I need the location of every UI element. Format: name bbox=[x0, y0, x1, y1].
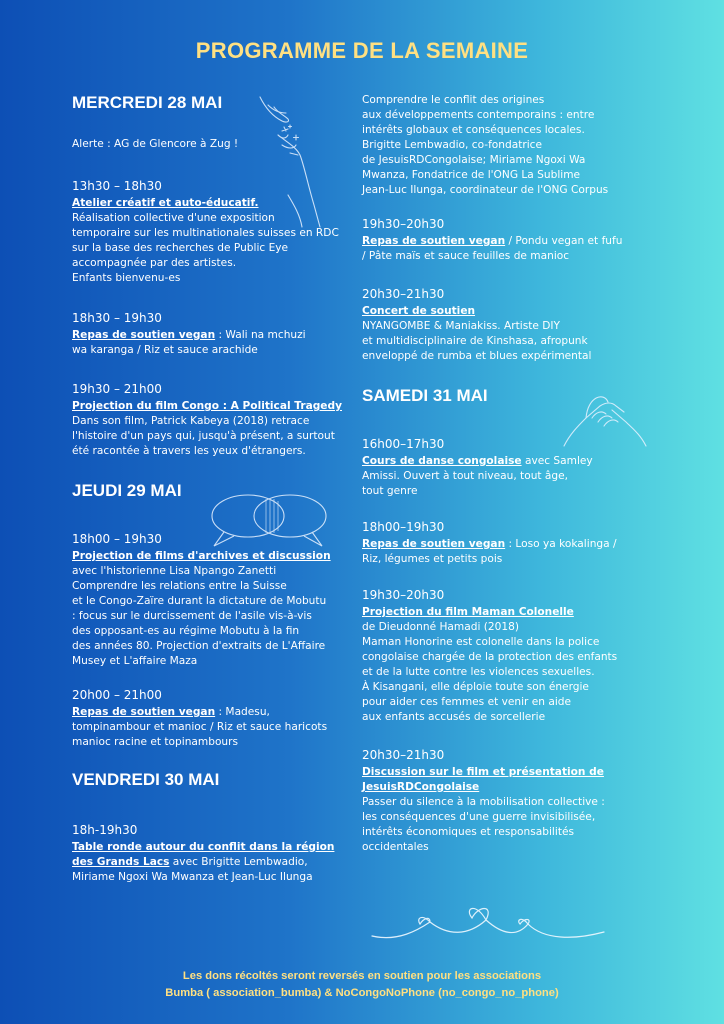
event-line: manioc racine et topinambours bbox=[72, 736, 239, 748]
event-line: et multidisciplinaire de Kinshasa, afropunk bbox=[362, 335, 588, 347]
event-line: les conséquences d'une guerre invisibilisée, bbox=[362, 811, 596, 823]
event-line: aux développements contemporains : entre bbox=[362, 109, 595, 121]
event-line: Dans son film, Patrick Kabeya (2018) retrace bbox=[72, 415, 310, 427]
event-line: Réalisation collective d'une exposition bbox=[72, 212, 275, 224]
event-line: / Pondu vegan et fufu bbox=[505, 235, 623, 247]
event-line: des opposant-es au régime Mobutu à la fin bbox=[72, 625, 300, 637]
event-time: 16h00–17h30 bbox=[362, 437, 445, 451]
event-title: des Grands Lacs bbox=[72, 856, 170, 868]
event-time: 18h00–19h30 bbox=[362, 520, 445, 534]
event-line: intérêts économiques et responsabilités bbox=[362, 826, 575, 838]
event-projection-congo bbox=[72, 381, 340, 459]
event-line: tout genre bbox=[362, 485, 418, 497]
event-line: Riz, légumes et petits pois bbox=[362, 553, 503, 565]
event-time: 20h30–21h30 bbox=[362, 748, 445, 762]
event-line: Comprendre le conflit des origines bbox=[362, 94, 545, 106]
event-line: été racontée à travers les yeux d'étrangers. bbox=[72, 445, 306, 457]
event-line: de Dieudonné Hamadi (2018) bbox=[362, 621, 519, 633]
event-maman-colonelle bbox=[362, 587, 624, 725]
event-line: : Wali na mchuzi bbox=[215, 329, 306, 341]
event-time: 19h30 – 21h00 bbox=[72, 382, 162, 396]
event-title: Repas de soutien vegan bbox=[362, 235, 506, 247]
event-time: 20h00 – 21h00 bbox=[72, 688, 162, 702]
event-line: accompagnée par des artistes. bbox=[72, 257, 237, 269]
event-line: sur la base des recherches de Public Eye bbox=[72, 242, 289, 254]
event-discussion bbox=[362, 747, 624, 855]
event-concert bbox=[362, 286, 624, 364]
event-archives bbox=[72, 531, 340, 669]
event-title: Atelier créatif et auto-éducatif. bbox=[72, 197, 259, 209]
event-title: Repas de soutien vegan bbox=[72, 706, 216, 718]
event-line: avec Brigitte Lembwadio, bbox=[169, 856, 308, 868]
event-repas-vendredi bbox=[362, 216, 624, 264]
event-line: Maman Honorine est colonelle dans la police bbox=[362, 636, 600, 648]
event-line: temporaire sur les multinationales suisses en RDC bbox=[72, 227, 339, 239]
event-line: avec l'historienne Lisa Npango Zanetti bbox=[72, 565, 277, 577]
table-ronde-continued bbox=[362, 93, 624, 198]
event-line: de JesuisRDCongolaise; Miriame Ngoxi Wa bbox=[362, 154, 586, 166]
event-line: aux enfants accusés de sorcellerie bbox=[362, 711, 546, 723]
event-line: : Loso ya kokalinga / bbox=[505, 538, 617, 550]
left-column bbox=[72, 93, 340, 885]
event-title: Repas de soutien vegan bbox=[72, 329, 216, 341]
event-line: congolaise chargée de la protection des enfants bbox=[362, 651, 618, 663]
event-time: 13h30 – 18h30 bbox=[72, 179, 162, 193]
event-line: occidentales bbox=[362, 841, 429, 853]
event-time: 19h30–20h30 bbox=[362, 217, 445, 231]
event-line: des années 80. Projection d'extraits de L'Affaire bbox=[72, 640, 326, 652]
event-title: Projection du film Maman Colonelle bbox=[362, 606, 574, 618]
event-line: Mwanza, Fondatrice de l'ONG La Sublime bbox=[362, 169, 581, 181]
page-title: PROGRAMME DE LA SEMAINE bbox=[195, 38, 529, 63]
event-line: l'histoire d'un pays qui, jusqu'à présent, a surtout bbox=[72, 430, 335, 442]
event-line: Comprendre les relations entre la Suisse bbox=[72, 580, 287, 592]
donations-footer bbox=[0, 968, 724, 1002]
event-line: : Madesu, bbox=[215, 706, 270, 718]
event-time: 20h30–21h30 bbox=[362, 287, 445, 301]
event-repas-mercredi bbox=[72, 310, 340, 358]
event-line: Enfants bienvenu-es bbox=[72, 272, 181, 284]
event-line: Passer du silence à la mobilisation collective : bbox=[362, 796, 605, 808]
event-line: enveloppé de rumba et blues expérimental bbox=[362, 350, 592, 362]
event-title: Discussion sur le film et présentation de bbox=[362, 766, 604, 778]
event-title: Projection de films d'archives et discussion bbox=[72, 550, 331, 562]
day-heading-samedi: SAMEDI 31 MAI bbox=[362, 386, 488, 405]
hearts-line-icon bbox=[368, 896, 608, 946]
day-heading-mercredi: MERCREDI 28 MAI bbox=[72, 93, 223, 112]
event-line: NYANGOMBE & Maniakiss. Artiste DIY bbox=[362, 320, 561, 332]
event-time: 18h-19h30 bbox=[72, 823, 138, 837]
event-title: Cours de danse congolaise bbox=[362, 455, 522, 467]
event-line: tompinambour et manioc / Riz et sauce haricots bbox=[72, 721, 328, 733]
day-heading-jeudi: JEUDI 29 MAI bbox=[72, 481, 182, 500]
event-danse bbox=[362, 436, 624, 499]
event-repas-samedi bbox=[362, 519, 624, 567]
event-line: À Kisangani, elle déploie toute son énergie bbox=[362, 681, 589, 693]
event-line: Musey et L'affaire Maza bbox=[72, 655, 198, 667]
day-heading-vendredi: VENDREDI 30 MAI bbox=[72, 770, 220, 789]
event-line: Amissi. Ouvert à tout niveau, tout âge, bbox=[362, 470, 569, 482]
event-line: et de la lutte contre les violences sexuelles. bbox=[362, 666, 595, 678]
event-line: / Pâte maïs et sauce feuilles de manioc bbox=[362, 250, 570, 262]
event-line: et le Congo-Zaïre durant la dictature de Mobutu bbox=[72, 595, 327, 607]
event-line: : focus sur le durcissement de l'asile vis-à-vis bbox=[72, 610, 312, 622]
event-title: Repas de soutien vegan bbox=[362, 538, 506, 550]
event-line: pour aider ces femmes et venir en aide bbox=[362, 696, 572, 708]
event-line: Brigitte Lembwadio, co-fondatrice bbox=[362, 139, 543, 151]
event-title: Concert de soutien bbox=[362, 305, 476, 317]
event-line: wa karanga / Riz et sauce arachide bbox=[72, 344, 258, 356]
event-atelier bbox=[72, 178, 340, 286]
footer-line: Les dons récoltés seront reversés en soutien pour les associations bbox=[182, 970, 542, 982]
right-column bbox=[362, 93, 624, 855]
event-repas-jeudi bbox=[72, 687, 340, 750]
event-line: Jean-Luc Ilunga, coordinateur de l'ONG Corpus bbox=[362, 184, 609, 196]
event-title: Projection du film Congo : A Political Tragedy bbox=[72, 400, 342, 412]
event-table-ronde bbox=[72, 822, 340, 885]
event-time: 19h30–20h30 bbox=[362, 588, 445, 602]
event-line: intérêts globaux et conséquences locales. bbox=[362, 124, 585, 136]
event-line: avec Samley bbox=[521, 455, 593, 467]
event-time: 18h00 – 19h30 bbox=[72, 532, 162, 546]
alert-text: Alerte : AG de Glencore à Zug ! bbox=[72, 138, 239, 150]
footer-line: Bumba ( association_bumba) & NoCongoNoPhone (no_congo_no_phone) bbox=[165, 987, 559, 999]
event-line: Miriame Ngoxi Wa Mwanza et Jean-Luc Ilunga bbox=[72, 871, 313, 883]
event-time: 18h30 – 19h30 bbox=[72, 311, 162, 325]
event-title: Table ronde autour du conflit dans la région bbox=[72, 841, 335, 853]
event-title: JesuisRDCongolaise bbox=[362, 781, 480, 793]
